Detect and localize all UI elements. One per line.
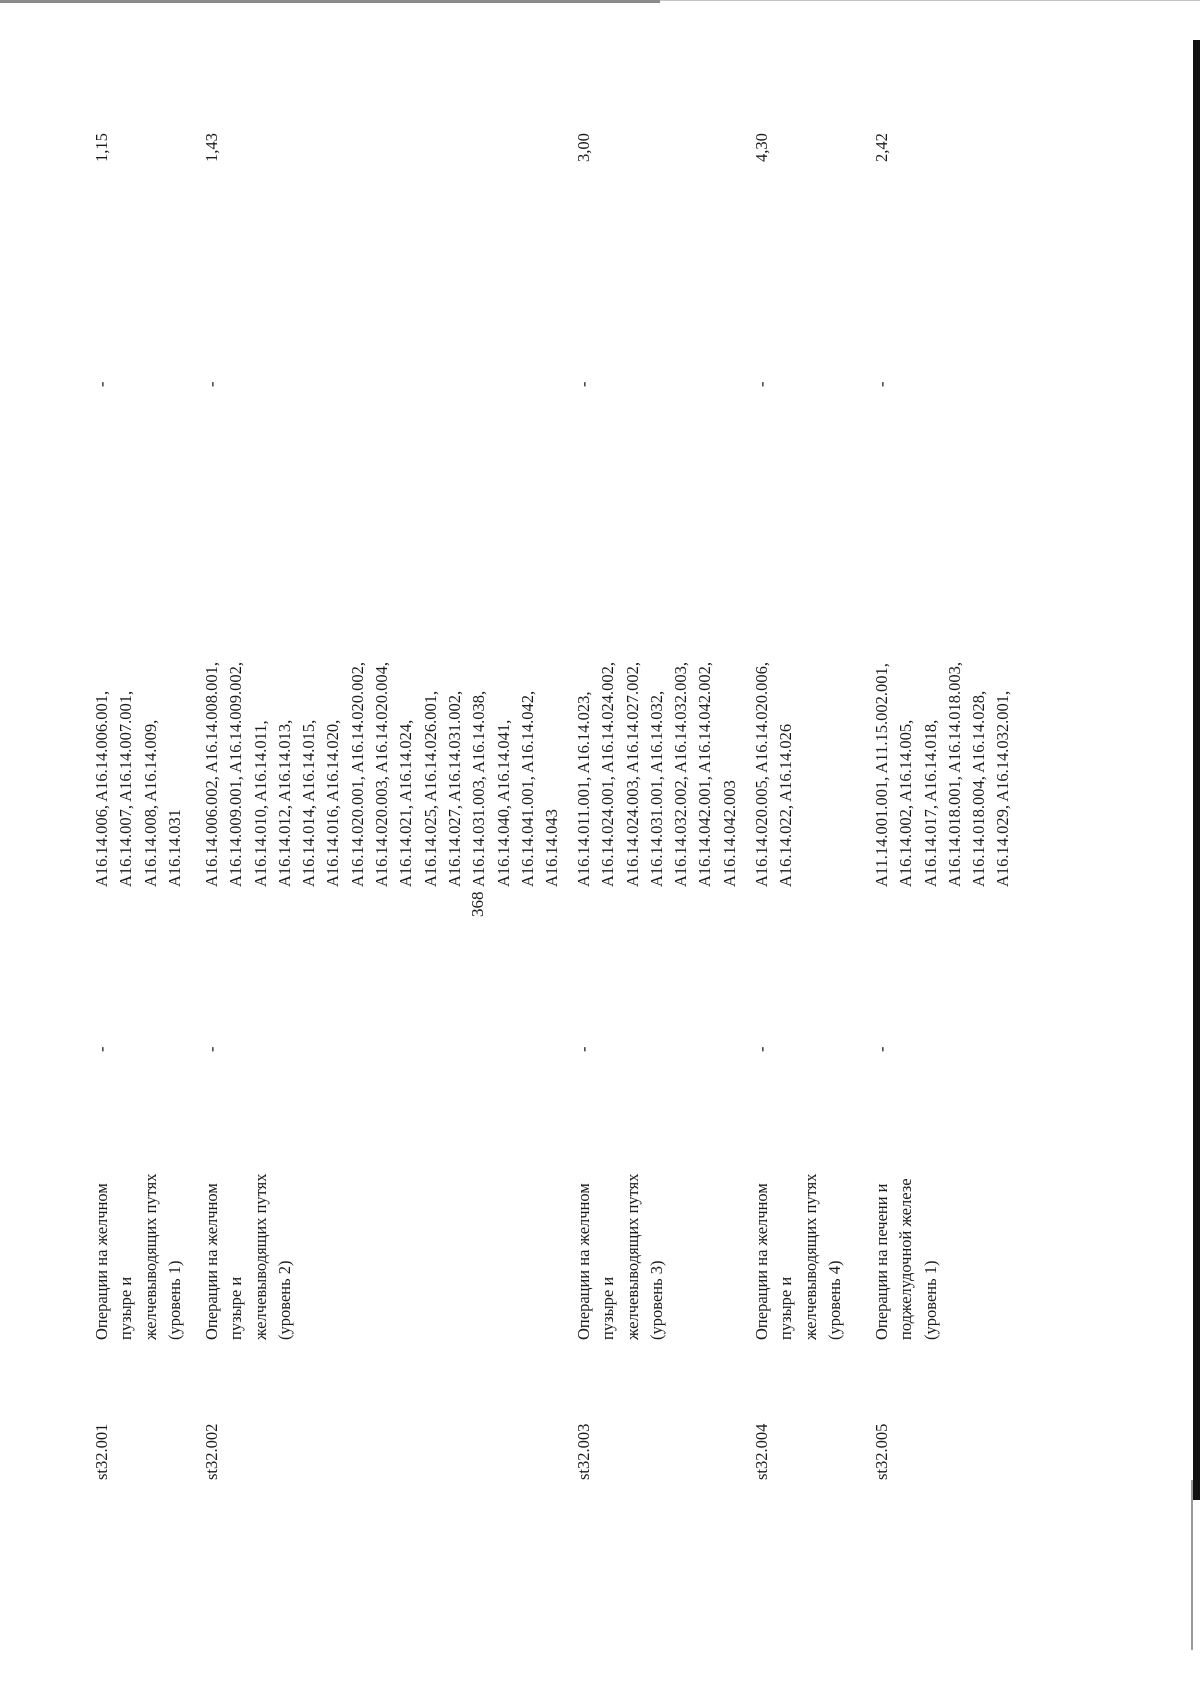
row-procedures: A16.14.006, A16.14.006.001, A16.14.007, A16.14.007.001, A16.14.008, A16.14.009, A16.14.031 (92, 690, 184, 887)
row-code: st32.001 (92, 1423, 111, 1480)
row-col5: - (92, 381, 111, 387)
row-coefficient: 1,43 (202, 133, 221, 162)
row-code: st32.004 (752, 1423, 771, 1480)
row-name: Операции на желчном пузыре и желчевыводящих путях (уровень 1) (92, 1173, 184, 1340)
row-procedures: A16.14.020.005, A16.14.020.006, A16.14.022, A16.14.026 (752, 661, 796, 887)
row-coefficient: 3,00 (574, 133, 593, 162)
row-col3: - (752, 1046, 771, 1052)
row-col5: - (574, 381, 593, 387)
row-procedures: A11.14.001.001, A11.15.002.001, A16.14.002, A16.14.005, A16.14.017, A16.14.018, A16.14.018.001, A16.14.018.003, A16.14.018.004, A16.14.028, A16.14.029, A16.14.032.001, (872, 661, 1013, 887)
row-coefficient: 2,42 (872, 133, 891, 162)
row-col3: - (574, 1046, 593, 1052)
row-name: Операции на желчном пузыре и желчевыводящих путях (уровень 3) (574, 1173, 666, 1340)
row-name: Операции на желчном пузыре и желчевыводящих путях (уровень 4) (752, 1173, 844, 1340)
page-number: 368 (468, 891, 487, 917)
row-procedures: A16.14.006.002, A16.14.008.001, A16.14.009.001, A16.14.009.002, A16.14.010, A16.14.011, A16.14.012, A16.14.013, A16.14.014, A16.14.015, A16.14.016, A16.14.020, A16.14.020.001, A16.14.020.002, A16.14.020.003, A16.14.020.004, A16.14.021, A16.14.024, A16.14.025, A16.14.026.001, A16.14.027, A16.14.031.002, A16.14.031.003, A16.14.038, A16.14.040, A16.14.041, A16.14.041.001, A16.14.042, A16.14.043 (202, 661, 562, 887)
row-col3: - (872, 1046, 891, 1052)
row-coefficient: 1,15 (92, 133, 111, 162)
row-code: st32.003 (574, 1423, 593, 1480)
row-col3: - (202, 1046, 221, 1052)
row-col5: - (872, 381, 891, 387)
row-procedures: A16.14.011.001, A16.14.023, A16.14.024.001, A16.14.024.002, A16.14.024.003, A16.14.027.002, A16.14.031.001, A16.14.032, A16.14.032.002, A16.14.032.003, A16.14.042.001, A16.14.042.002, A16.14.042.003 (574, 661, 739, 887)
row-name: Операции на желчном пузыре и желчевыводящих путях (уровень 2) (202, 1173, 294, 1340)
row-code: st32.002 (202, 1423, 221, 1480)
row-col5: - (202, 381, 221, 387)
row-code: st32.005 (872, 1423, 891, 1480)
row-name: Операции на печени и поджелудочной железе (уровень 1) (872, 1178, 940, 1340)
row-col5: - (752, 381, 771, 387)
row-col3: - (92, 1046, 111, 1052)
row-coefficient: 4,30 (752, 133, 771, 162)
